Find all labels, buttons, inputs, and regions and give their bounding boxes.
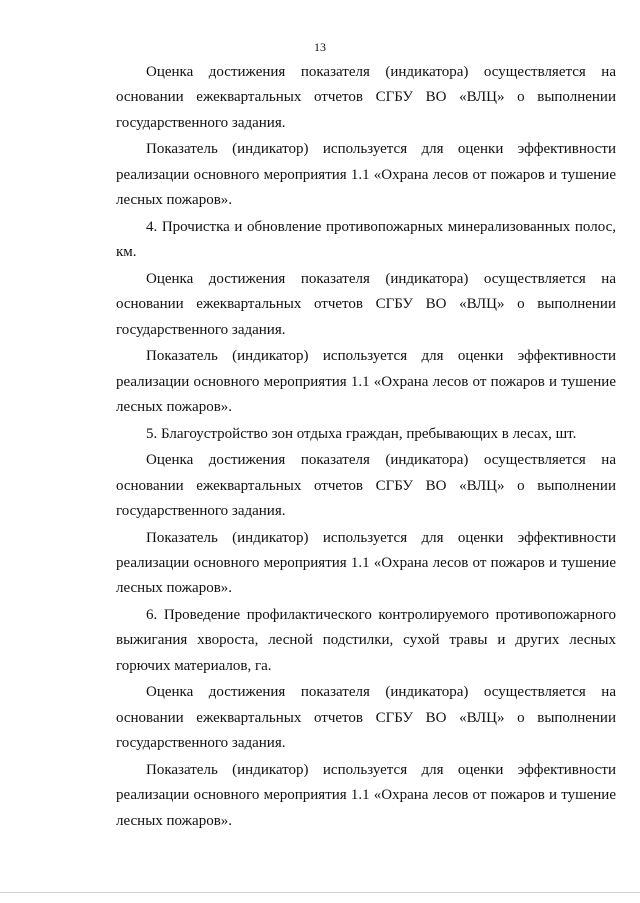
paragraph-evaluation: Оценка достижения показателя (индикатора) осуществляется на основании ежеквартальных отчетов СГБУ ВО «ВЛЦ» о выполнении государственного задания. [116,452,616,520]
paragraph-indicator-usage: Показатель (индикатор) используется для оценки эффективности реализации основного мероприятия 1.1 «Охрана лесов от пожаров и тушение лесных пожаров». [116,141,616,209]
paragraph-item-5: 5. Благоустройство зон отдыха граждан, пребывающих в лесах, шт. [146,425,577,442]
paragraph-evaluation: Оценка достижения показателя (индикатора) осуществляется на основании ежеквартальных отчетов СГБУ ВО «ВЛЦ» о выполнении государственного задания. [116,64,616,131]
paragraph-item-4: 4. Прочистка и обновление противопожарных минерализованных полос, км. [116,218,616,261]
paragraph-evaluation: Оценка достижения показателя (индикатора) осуществляется на основании ежеквартальных отчетов СГБУ ВО «ВЛЦ» о выполнении государственного задания. [116,270,616,338]
page-bottom-edge [0,892,640,893]
paragraph-evaluation: Оценка достижения показателя (индикатора) осуществляется на основании ежеквартальных отчетов СГБУ ВО «ВЛЦ» о выполнении государственного задания. [116,684,616,752]
paragraph-indicator-usage: Показатель (индикатор) используется для оценки эффективности реализации основного мероприятия 1.1 «Охрана лесов от пожаров и тушение лесных пожаров». [116,761,616,829]
paragraph-item-6: 6. Проведение профилактического контролируемого противопожарного выжигания хвороста, лесной подстилки, сухой травы и других лесных горючих материалов, га. [116,607,616,674]
document-body [116,60,616,834]
page-number: 13 [314,40,326,54]
paragraph-indicator-usage: Показатель (индикатор) используется для оценки эффективности реализации основного мероприятия 1.1 «Охрана лесов от пожаров и тушение лесных пожаров». [116,348,616,416]
paragraph-indicator-usage: Показатель (индикатор) используется для оценки эффективности реализации основного мероприятия 1.1 «Охрана лесов от пожаров и тушение лесных пожаров». [116,529,616,597]
